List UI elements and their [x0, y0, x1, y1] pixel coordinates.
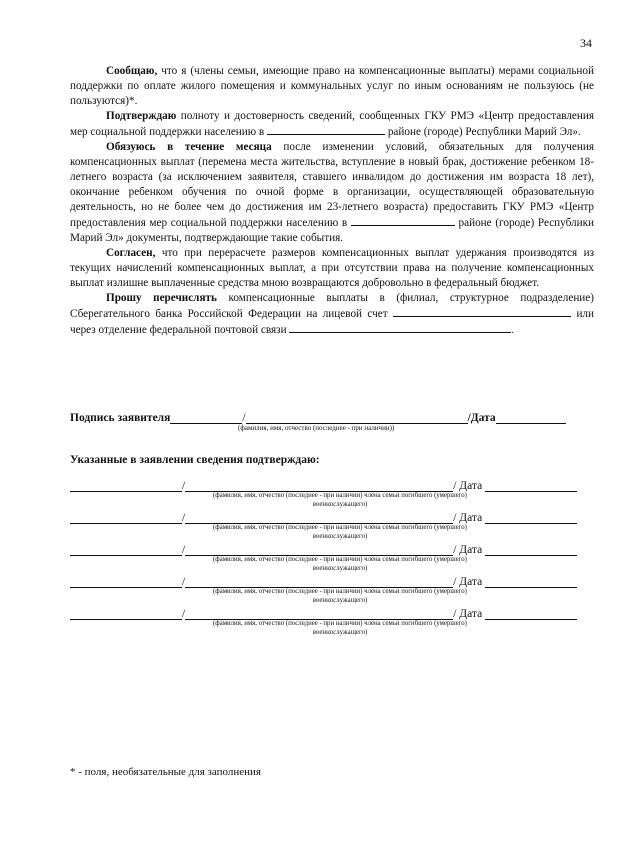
paragraph-agree [70, 246, 594, 291]
paragraph-confirm-lead: Подтверждаю [106, 110, 177, 122]
paragraph-transfer-end: . [511, 324, 515, 336]
paragraph-transfer-body-b: или через отделение федеральной почтовой связи [70, 308, 594, 336]
paragraph-confirm [70, 109, 594, 140]
member-signature-field[interactable] [70, 545, 182, 556]
member-signature-field[interactable] [70, 481, 182, 492]
confirm-row [70, 574, 594, 606]
paragraph-transfer-lead: Прошу перечислять [106, 292, 217, 304]
member-date-field[interactable] [485, 609, 577, 620]
member-date-field[interactable] [485, 545, 577, 556]
confirm-slash: / [182, 544, 186, 556]
confirm-row [70, 510, 594, 542]
page-number: 34 [580, 36, 592, 50]
confirm-slash: / [182, 512, 186, 524]
paragraph-report [70, 64, 594, 109]
paragraph-obligation-body-b: районе (городе) Республики Марий Эл» документы, подтверждающие такие события. [70, 217, 595, 244]
district-field-1[interactable] [267, 124, 385, 135]
applicant-name-field[interactable] [246, 413, 468, 424]
confirm-row [70, 606, 594, 638]
member-name-field[interactable] [185, 545, 453, 556]
district-field-2[interactable] [351, 215, 455, 226]
member-date-field[interactable] [485, 481, 577, 492]
member-signature-field[interactable] [70, 513, 182, 524]
confirm-hint: (фамилия, имя, отчество (последнее - при наличии) члена семьи погибшего (умершего) военнослужащего) [213, 556, 467, 572]
paragraph-report-lead: Сообщаю, [106, 65, 158, 77]
confirm-hint: (фамилия, имя, отчество (последнее - при наличии) члена семьи погибшего (умершего) военнослужащего) [213, 620, 467, 636]
signature-slash: / [242, 412, 246, 424]
applicant-signature [70, 412, 594, 433]
paragraph-confirm-body-b: районе (городе) Республики Марий Эл». [385, 126, 581, 138]
confirm-date-label: / Дата [453, 544, 483, 556]
account-field[interactable] [393, 306, 571, 317]
member-signature-field[interactable] [70, 577, 182, 588]
confirm-hint: (фамилия, имя, отчество (последнее - при наличии) члена семьи погибшего (умершего) военнослужащего) [213, 524, 467, 540]
confirm-date-label: / Дата [453, 608, 483, 620]
paragraph-transfer-body-a: компенсационные выплаты в (филиал, структурное подразделение) Сберегательного банка Российской Федерации на лицевой счет [70, 292, 594, 320]
confirm-date-label: / Дата [453, 480, 483, 492]
signature-label: Подпись заявителя [70, 412, 171, 424]
member-signature-field[interactable] [70, 609, 182, 620]
post-office-field[interactable] [289, 322, 511, 333]
statement-text [70, 64, 594, 338]
signature-date-label: /Дата [467, 412, 496, 424]
confirm-slash: / [182, 608, 186, 620]
signature-date-field[interactable] [496, 413, 566, 424]
member-name-field[interactable] [185, 513, 453, 524]
confirm-hint: (фамилия, имя, отчество (последнее - при наличии) члена семьи погибшего (умершего) военнослужащего) [213, 492, 467, 508]
paragraph-transfer [70, 291, 594, 338]
confirm-row [70, 478, 594, 510]
paragraph-confirm-body-a: полноту и достоверность сведений, сообщенных ГКУ РМЭ «Центр предоставления мер социальной поддержки населению в [70, 110, 594, 138]
member-name-field[interactable] [185, 609, 453, 620]
signature-field[interactable] [170, 413, 242, 424]
confirm-slash: / [182, 576, 186, 588]
paragraph-obligation-body-a: после изменении условий, обязательных для получения компенсационных выплат (перемена места жительства, вступление в новый брак, достижение ребенком 18-летнего возраста (за исключением заявителя, ставшего инвалидом до достижения им возраста 18 лет), окончание ребенком обучения по очной форме в организации, осуществляющей образовательную деятельность, но не более чем до достижения им 23-летнего возраста) предоставить ГКУ РМЭ «Центр предоставления мер социальной поддержки населению в [70, 141, 595, 229]
confirm-list [70, 478, 594, 638]
confirm-date-label: / Дата [453, 512, 483, 524]
member-date-field[interactable] [485, 577, 577, 588]
paragraph-agree-body: что при перерасчете размеров компенсационных выплат удержания производятся из текущих начислений компенсационных выплат, а при отсутствии права на получение компенсационных выплат излишне выплаченные средства мною возвращаются добровольно в федеральный бюджет. [70, 247, 594, 289]
confirm-hint: (фамилия, имя, отчество (последнее - при наличии) члена семьи погибшего (умершего) военнослужащего) [213, 588, 467, 604]
paragraph-agree-lead: Согласен, [106, 247, 156, 259]
confirm-heading: Указанные в заявлении сведения подтверждаю: [70, 454, 320, 466]
confirm-row [70, 542, 594, 574]
confirm-slash: / [182, 480, 186, 492]
signature-hint: (фамилия, имя, отчество (последнее - при наличии)) [238, 424, 395, 432]
confirm-date-label: / Дата [453, 576, 483, 588]
paragraph-obligation-lead: Обязуюсь в течение месяца [106, 141, 272, 153]
footnote: * - поля, необязательные для заполнения [70, 766, 261, 778]
member-date-field[interactable] [485, 513, 577, 524]
paragraph-report-body: что я (члены семьи, имеющие право на компенсационные выплаты) мерами социальной поддержки по оплате жилого помещения и коммунальных услуг по иным основаниям не пользуюсь (не пользуются)*. [70, 65, 594, 107]
member-name-field[interactable] [185, 481, 453, 492]
paragraph-obligation [70, 140, 594, 246]
member-name-field[interactable] [185, 577, 453, 588]
